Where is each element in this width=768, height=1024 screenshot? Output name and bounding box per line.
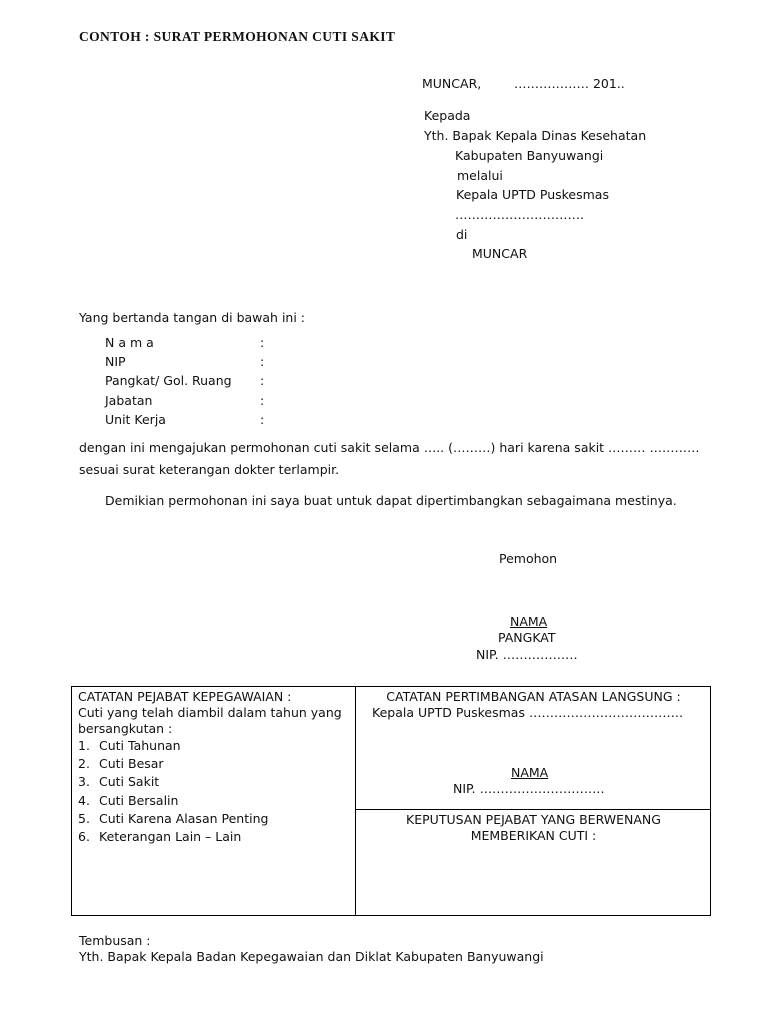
date-place: MUNCAR, [422,76,482,91]
signature-name: NAMA [510,614,548,629]
field-label-pangkat: Pangkat/ Gol. Ruang [105,373,232,388]
field-label-nama: N a m a [105,335,154,350]
field-sep: : [260,412,265,427]
recipient-line6: di [456,227,468,242]
list-item-number: 2. [78,756,90,771]
recipient-line2: Kabupaten Banyuwangi [455,148,604,163]
recipient-line7: MUNCAR [472,246,528,261]
table-divider-vertical [355,687,356,915]
notes-table [71,686,711,916]
recipient-line1: Yth. Bapak Kepala Dinas Kesehatan [424,128,647,143]
list-item-number: 5. [78,811,90,826]
field-sep: : [260,354,265,369]
document-title: CONTOH : SURAT PERMOHONAN CUTI SAKIT [79,29,396,44]
field-sep: : [260,393,265,408]
list-item [78,774,160,789]
list-item-label: Cuti Bersalin [99,793,179,808]
field-sep: : [260,373,265,388]
signature-label: Pemohon [499,551,558,566]
list-item-label: Cuti Tahunan [99,738,181,753]
body-para1-line2: sesuai surat keterangan dokter terlampir. [79,462,340,477]
right-top-heading: CATATAN PERTIMBANGAN ATASAN LANGSUNG : [386,689,681,704]
list-item-number: 6. [78,829,90,844]
list-item [78,738,181,753]
right-top-line: Kepala UPTD Puskesmas ………………………………. [372,705,683,720]
list-item-number: 4. [78,793,90,808]
tembusan-line: Yth. Bapak Kepala Badan Kepegawaian dan Diklat Kabupaten Banyuwangi [79,949,544,964]
list-item-number: 1. [78,738,90,753]
list-item [78,793,179,808]
list-item-number: 3. [78,774,90,789]
body-para1-line1: dengan ini mengajukan permohonan cuti sakit selama ….. (………) hari karena sakit ……… ………… [79,440,700,455]
field-label-nip: NIP [105,354,126,369]
field-label-unit-kerja: Unit Kerja [105,412,166,427]
list-item [78,829,242,844]
list-item-label: Cuti Sakit [99,774,160,789]
list-item [78,811,269,826]
signature-rank: PANGKAT [498,630,556,645]
field-label-jabatan: Jabatan [105,393,153,408]
intro-text: Yang bertanda tangan di bawah ini : [79,310,306,325]
recipient-line4: Kepala UPTD Puskesmas [456,187,609,202]
right-bottom-line1: KEPUTUSAN PEJABAT YANG BERWENANG [406,812,661,827]
left-sub1: Cuti yang telah diambil dalam tahun yang [78,705,342,720]
left-heading: CATATAN PEJABAT KEPEGAWAIAN : [78,689,292,704]
right-bottom-line2: MEMBERIKAN CUTI : [470,828,597,843]
list-item-label: Cuti Besar [99,756,164,771]
recipient-line3: melalui [457,168,503,183]
right-top-name: NAMA [511,765,549,780]
list-item-label: Keterangan Lain – Lain [99,829,242,844]
field-sep: : [260,335,265,350]
tembusan-label: Tembusan : [79,933,151,948]
table-divider-horizontal [355,809,710,810]
right-top-nip: NIP. ………………………… [453,781,605,796]
list-item [78,756,164,771]
date-value: ……………… 201.. [514,76,625,91]
recipient-kepada: Kepada [424,108,471,123]
recipient-line5: …………………………. [455,207,584,222]
left-sub2: bersangkutan : [78,721,173,736]
list-item-label: Cuti Karena Alasan Penting [99,811,269,826]
body-para2: Demikian permohonan ini saya buat untuk dapat dipertimbangkan sebagaimana mestinya. [105,493,677,508]
signature-nip: NIP. ……………… [476,647,578,662]
